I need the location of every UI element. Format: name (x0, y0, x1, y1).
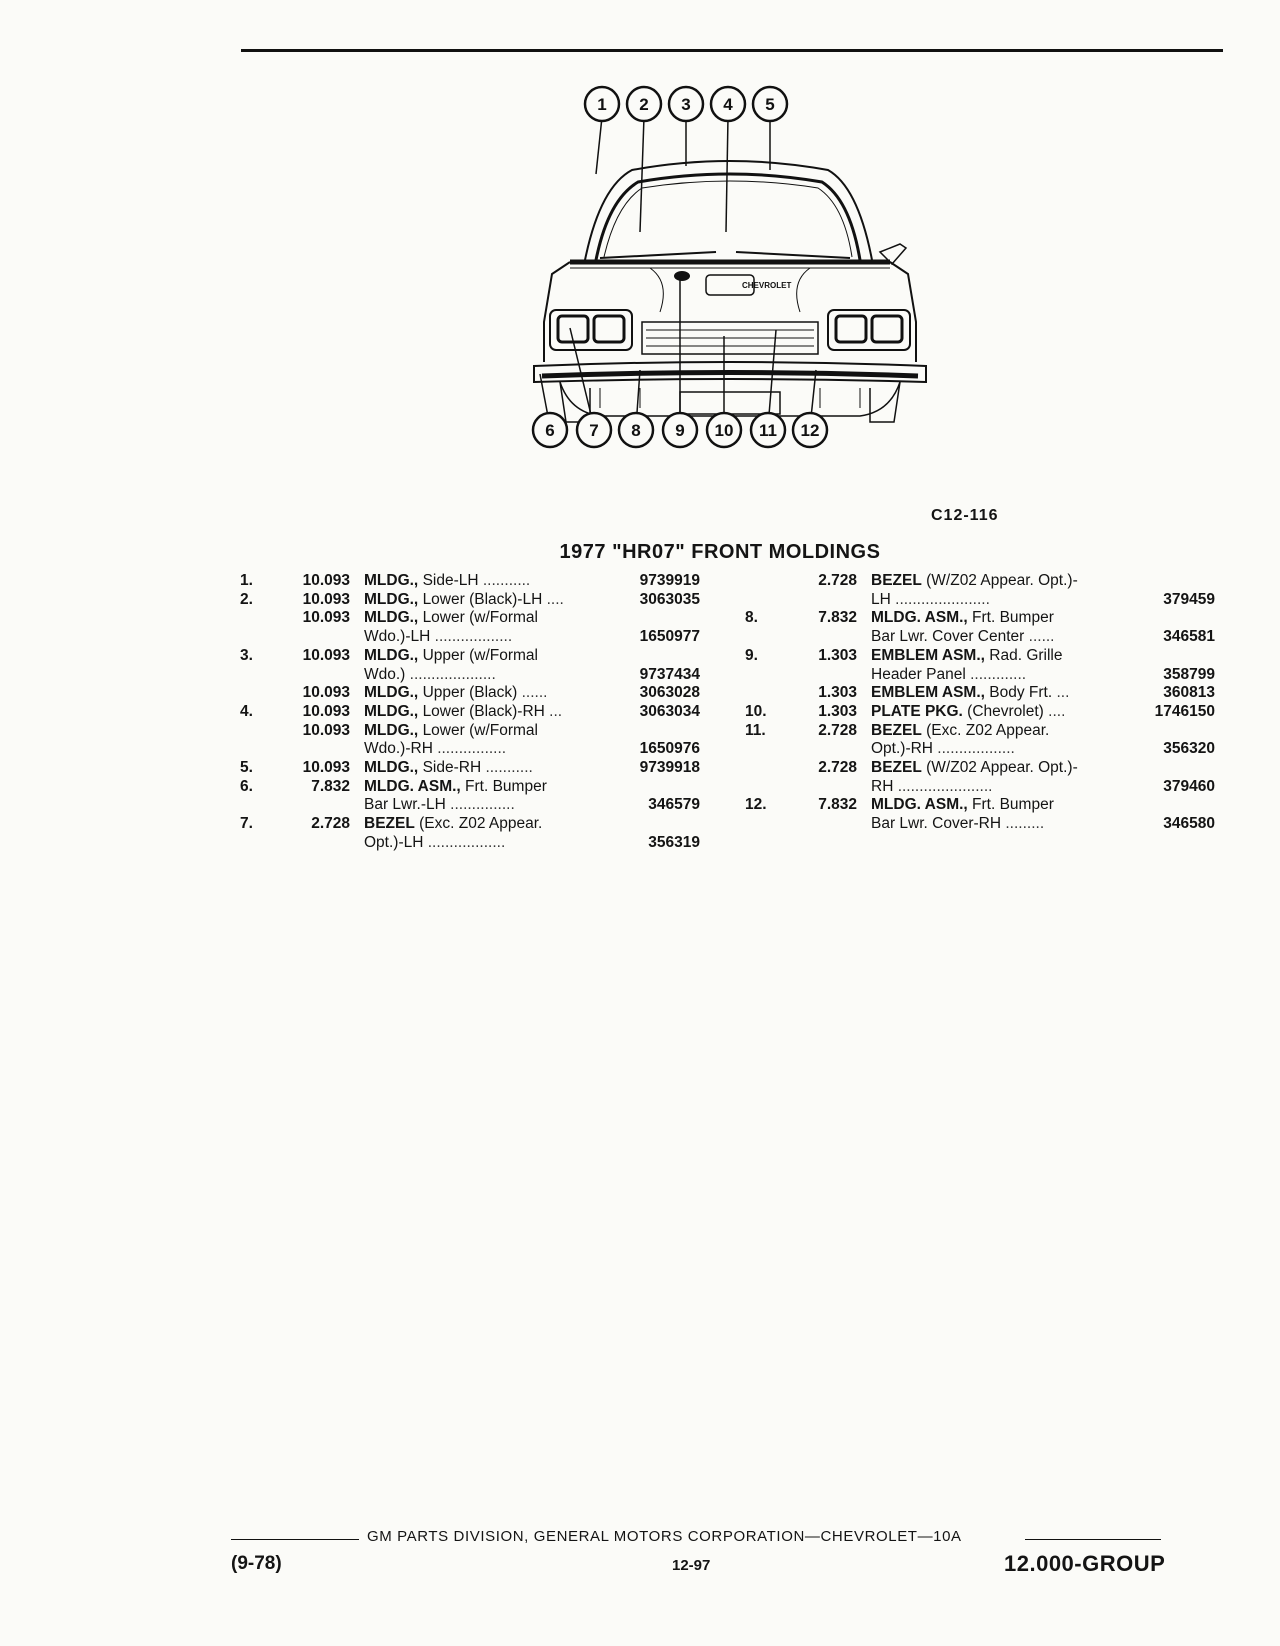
group-qty: 10.093 (302, 684, 350, 702)
part-name: BEZEL (871, 721, 922, 739)
part-description (871, 647, 1139, 666)
part-entry (240, 647, 700, 684)
part-detail: Upper (Black) (422, 684, 518, 702)
callout-number: 3 (681, 95, 691, 114)
group-number: 12.000-GROUP (1004, 1551, 1166, 1576)
part-entry (240, 815, 700, 852)
group-qty: 7.832 (311, 777, 350, 795)
headlamp-left-2 (594, 316, 624, 342)
part-detail: (W/Z02 Appear. Opt.)- (926, 572, 1078, 589)
bumper-lower-molding (542, 373, 918, 377)
callout-number: 11 (759, 421, 777, 440)
part-detail-cont: Opt.)-LH (364, 833, 424, 851)
wiper-left (600, 252, 716, 258)
group-qty: 1.303 (818, 646, 857, 664)
leader-dots: ........... (478, 572, 531, 589)
leader-dots: .... (1043, 702, 1066, 720)
part-detail: Upper (w/Formal (422, 646, 538, 664)
part-number: 3063034 (639, 702, 700, 720)
part-entry (745, 647, 1215, 684)
part-description (871, 759, 1139, 778)
part-description (871, 722, 1139, 741)
part-number (1139, 572, 1215, 591)
leader-dots: ........... (481, 759, 533, 777)
part-name: MLDG., (364, 702, 419, 720)
callouts-bottom (533, 413, 827, 447)
part-number: 346579 (648, 796, 700, 814)
footer-rule-right (1025, 1539, 1161, 1540)
part-number: 1650977 (639, 628, 700, 646)
part-detail: Lower (w/Formal (422, 721, 538, 739)
group-qty: 2.728 (818, 759, 857, 777)
part-number (614, 647, 700, 666)
part-name: MLDG., (364, 572, 419, 589)
part-number: 379459 (1163, 590, 1215, 608)
front-moldings-diagram (530, 82, 930, 482)
part-number (1139, 722, 1215, 741)
callout-number: 10 (714, 421, 734, 440)
leader-dots: ...................... (893, 777, 993, 795)
part-description (364, 703, 614, 722)
callout-number: 8 (631, 421, 641, 440)
part-detail-cont: Bar Lwr. Cover-RH (871, 815, 1002, 833)
item-number: 4. (240, 702, 253, 720)
part-detail: (Exc. Z02 Appear. (926, 721, 1050, 739)
grille-emblem (674, 271, 690, 281)
part-detail-cont: Wdo.)-LH (364, 628, 431, 646)
part-number: 356320 (1163, 740, 1215, 758)
group-qty: 7.832 (818, 609, 857, 627)
group-qty: 10.093 (302, 759, 350, 777)
part-description-cont (871, 740, 1139, 759)
part-name: MLDG., (364, 759, 419, 777)
part-description (871, 609, 1139, 628)
figure-code: C12-116 (931, 507, 999, 524)
callout-number: 1 (597, 95, 607, 114)
part-detail-cont: Wdo.)-RH (364, 740, 433, 758)
group-qty: 2.728 (311, 815, 350, 833)
part-number (614, 778, 700, 797)
leader-dots: ...................... (890, 590, 990, 608)
callout-number: 4 (723, 95, 733, 114)
group-qty: 10.093 (302, 609, 350, 627)
part-entry (240, 759, 700, 778)
part-description (871, 703, 1139, 722)
footer-line: GM PARTS DIVISION, GENERAL MOTORS CORPORATION—CHEVROLET—10A (367, 1528, 962, 1545)
part-number: 3063035 (639, 590, 700, 608)
part-name: MLDG., (364, 609, 419, 627)
part-name: EMBLEM ASM., (871, 646, 985, 664)
footer-rule-left (231, 1539, 359, 1540)
part-description (364, 572, 614, 591)
part-number: 3063028 (639, 684, 700, 702)
part-number: 1650976 (639, 740, 700, 758)
part-entry (745, 609, 1215, 646)
callout-number: 12 (800, 421, 820, 440)
leader-dots: ............. (965, 665, 1027, 683)
part-detail: Frt. Bumper (465, 777, 547, 795)
part-description-cont (871, 591, 1139, 610)
item-number: 1. (240, 572, 253, 589)
group-qty: 10.093 (302, 721, 350, 739)
item-number: 9. (745, 646, 758, 664)
leader-dots: .................... (405, 665, 496, 683)
callout-number: 9 (675, 421, 685, 440)
part-entry (240, 684, 700, 703)
part-name: MLDG. ASM., (871, 796, 968, 814)
item-number (745, 572, 785, 591)
group-qty: 2.728 (818, 721, 857, 739)
part-name: BEZEL (364, 815, 415, 833)
part-entry (240, 722, 700, 759)
part-description-cont (364, 666, 614, 685)
group-qty: 1.303 (818, 684, 857, 702)
part-description-cont (871, 778, 1139, 797)
grille-bars (646, 330, 814, 346)
wiper-right (736, 252, 850, 258)
parts-list-left (240, 572, 700, 853)
callout-number: 2 (639, 95, 649, 114)
page-number: 12-97 (672, 1557, 711, 1574)
group-qty: 10.093 (302, 702, 350, 720)
part-entry (745, 572, 1215, 609)
part-description-cont (364, 834, 614, 853)
item-number: 11. (745, 721, 766, 739)
leader-dots: .................. (430, 628, 513, 646)
leader-dots: ......... (1001, 815, 1045, 833)
part-detail: (Exc. Z02 Appear. (419, 815, 543, 833)
part-detail-cont: Bar Lwr.-LH (364, 796, 446, 814)
group-qty: 10.093 (302, 590, 350, 608)
part-number: 358799 (1163, 665, 1215, 683)
leader-dots: ...... (517, 684, 548, 702)
part-description (364, 647, 614, 666)
valance (560, 382, 900, 416)
part-number (614, 609, 700, 628)
group-qty: 1.303 (818, 702, 857, 720)
windshield-frame (596, 174, 860, 260)
item-number: 2. (240, 590, 253, 608)
part-number: 1746150 (1154, 702, 1215, 720)
part-number: 9739918 (639, 759, 700, 777)
tire-right (870, 382, 900, 422)
part-name: BEZEL (871, 759, 922, 777)
item-number (745, 684, 785, 703)
item-number: 10. (745, 702, 767, 720)
part-number: 360813 (1163, 684, 1215, 702)
part-detail-cont: Header Panel (871, 665, 966, 683)
part-name: MLDG., (364, 646, 419, 664)
top-rule (241, 49, 1223, 52)
part-number (1139, 609, 1215, 628)
group-qty: 2.728 (818, 572, 857, 589)
part-entry (745, 759, 1215, 796)
part-detail: Lower (Black)-LH (422, 590, 543, 608)
leader-dots: ................ (432, 740, 507, 758)
leader-dots: ... (544, 702, 563, 720)
item-number: 3. (240, 646, 253, 664)
license-plate (680, 392, 780, 414)
part-name: MLDG., (364, 590, 419, 608)
part-number: 346580 (1163, 815, 1215, 833)
leader-dots: ... (1052, 684, 1070, 702)
part-number (614, 722, 700, 741)
leader-dots: .................. (423, 833, 506, 851)
part-number (1139, 759, 1215, 778)
part-name: PLATE PKG. (871, 702, 963, 720)
part-detail: Lower (w/Formal (422, 609, 538, 627)
part-detail: (W/Z02 Appear. Opt.)- (926, 759, 1078, 777)
item-number (240, 722, 274, 741)
part-number: 356319 (648, 833, 700, 851)
part-number (1139, 647, 1215, 666)
part-number: 9739919 (639, 572, 700, 589)
part-detail: Side-RH (422, 759, 482, 777)
part-name: MLDG., (364, 684, 419, 702)
part-number (1139, 796, 1215, 815)
part-detail-cont: LH (871, 590, 891, 608)
item-number: 8. (745, 609, 758, 627)
part-entry (240, 703, 700, 722)
item-number: 6. (240, 777, 253, 795)
part-entry (745, 796, 1215, 833)
part-name: MLDG., (364, 721, 419, 739)
callouts-top (585, 87, 787, 121)
part-description (871, 572, 1139, 591)
part-detail: Body Frt. (989, 684, 1053, 702)
part-entry (745, 703, 1215, 722)
callout-number: 7 (589, 421, 599, 440)
part-description (871, 796, 1139, 815)
callout-number: 6 (545, 421, 555, 440)
item-number: 7. (240, 815, 253, 833)
part-detail: Frt. Bumper (972, 609, 1054, 627)
part-entry (240, 572, 700, 591)
item-number (240, 684, 274, 703)
leader-dots: ...... (1024, 628, 1055, 646)
part-description (364, 684, 614, 703)
part-detail-cont: Wdo.) (364, 665, 406, 683)
part-description-cont (364, 628, 614, 647)
group-qty: 10.093 (302, 572, 350, 589)
part-number: 9737434 (639, 665, 700, 683)
part-detail: Lower (Black)-RH (422, 702, 545, 720)
part-description-cont (871, 628, 1139, 647)
leader-dots: .... (542, 590, 564, 608)
leader-dots: ............... (445, 796, 515, 814)
item-number (745, 759, 785, 778)
part-name: MLDG. ASM., (871, 609, 968, 627)
part-detail-cont: Bar Lwr. Cover Center (871, 628, 1025, 646)
item-number: 12. (745, 796, 767, 814)
part-description (364, 815, 614, 834)
part-description-cont (364, 740, 614, 759)
part-entry (745, 684, 1215, 703)
part-number: 346581 (1163, 628, 1215, 646)
part-entry (240, 778, 700, 815)
part-description-cont (871, 815, 1139, 834)
part-description-cont (364, 796, 614, 815)
part-description (871, 684, 1139, 703)
item-number: 5. (240, 759, 253, 777)
parts-list-right (745, 572, 1215, 834)
part-description-cont (871, 666, 1139, 685)
headlamp-right-1 (836, 316, 866, 342)
part-name: EMBLEM ASM., (871, 684, 985, 702)
part-number (614, 815, 700, 834)
body-left (544, 262, 570, 362)
grille-badge: CHEVROLET (742, 281, 792, 290)
revision-date: (9-78) (231, 1553, 282, 1574)
part-description (364, 778, 614, 797)
leader-dots: .................. (933, 740, 1015, 758)
part-entry (745, 722, 1215, 759)
part-name: BEZEL (871, 572, 922, 589)
part-name: MLDG. ASM., (364, 777, 461, 795)
roof-outline (585, 161, 872, 260)
part-entry (240, 591, 700, 610)
part-entry (240, 609, 700, 646)
part-detail: Side-LH (422, 572, 479, 589)
headlamp-right-2 (872, 316, 902, 342)
part-description (364, 759, 614, 778)
callout-number: 5 (765, 95, 775, 114)
body-right (890, 262, 916, 362)
part-description (364, 722, 614, 741)
part-detail-cont: Opt.)-RH (871, 740, 933, 758)
page-title: 1977 "HR07" FRONT MOLDINGS (559, 541, 881, 563)
part-detail-cont: RH (871, 777, 894, 795)
part-detail: (Chevrolet) (967, 702, 1044, 720)
group-qty: 10.093 (302, 646, 350, 664)
part-description (364, 591, 614, 610)
part-description (364, 609, 614, 628)
part-detail: Frt. Bumper (972, 796, 1054, 814)
group-qty: 7.832 (818, 796, 857, 814)
item-number (240, 609, 274, 628)
part-number: 379460 (1163, 777, 1215, 795)
part-detail: Rad. Grille (989, 646, 1063, 664)
